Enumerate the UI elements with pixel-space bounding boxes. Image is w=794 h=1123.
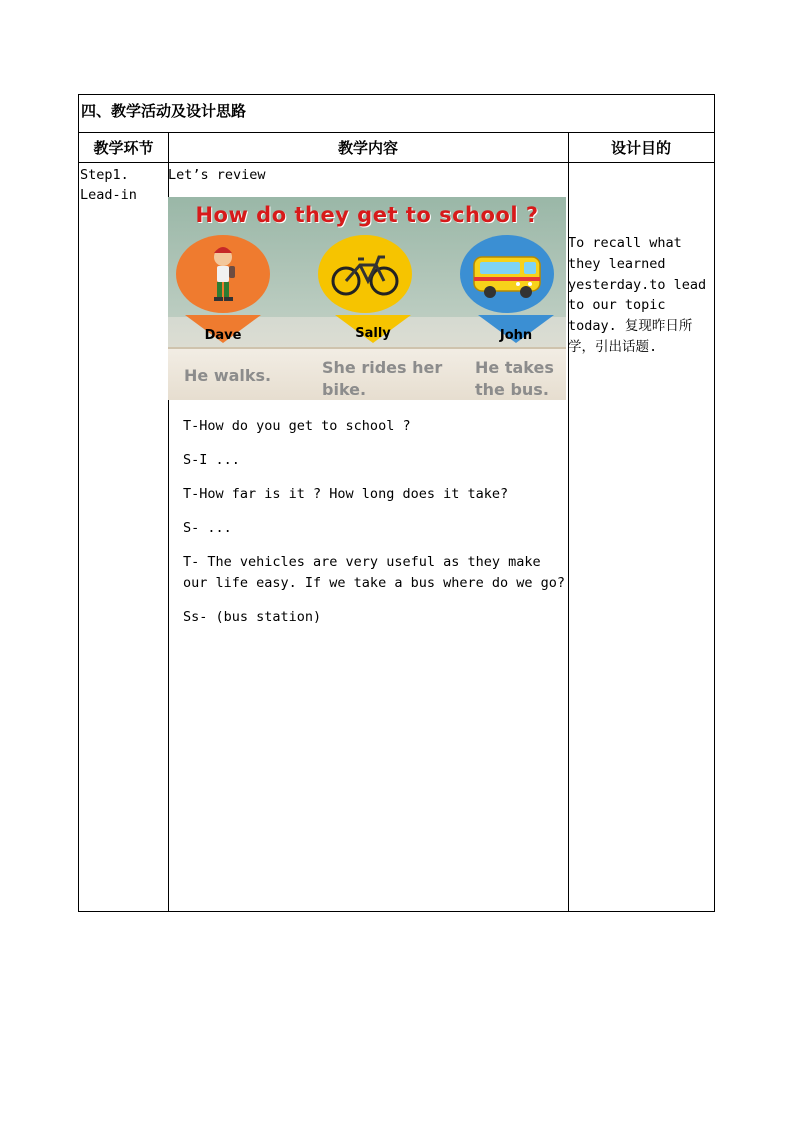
sally-caption: She rides her bike. <box>322 358 443 399</box>
dave-circle <box>176 235 270 313</box>
banner-title: How do they get to school ? <box>195 203 539 227</box>
design-purpose-text: To recall what they learned yesterday.to lead to our topic today. 复现昨日所 学，引出话题. <box>568 235 707 355</box>
dialogue-line: S-I ... <box>183 452 240 468</box>
dialogue-line: T-How far is it ? How long does it take? <box>183 486 509 502</box>
content-intro: Let’s review <box>168 167 266 183</box>
step-name: Lead-in <box>80 187 137 203</box>
sally-circle <box>318 235 412 313</box>
dave-name: Dave <box>204 328 242 343</box>
bus-icon <box>460 235 554 313</box>
bicycle-icon <box>318 235 412 313</box>
john-circle <box>460 235 554 313</box>
john-name: John <box>499 328 533 343</box>
header-teaching-content: 教学内容 <box>168 133 568 163</box>
section-title: 四、教学活动及设计思路 <box>81 102 247 120</box>
dialogue-line: Ss- (bus station) <box>183 609 322 625</box>
dialogue-line: T-How do you get to school ? <box>183 418 411 434</box>
step-number: Step1. <box>80 167 129 183</box>
review-image <box>168 197 566 400</box>
walking-boy-icon <box>176 235 270 313</box>
dialogue <box>183 416 565 641</box>
dialogue-line: our life easy. If we take a bus where do we go? <box>183 575 566 591</box>
dave-caption: He walks. <box>184 366 272 385</box>
header-design-purpose: 设计目的 <box>568 133 714 163</box>
dialogue-line: S- ... <box>183 520 232 536</box>
header-teaching-stage: 教学环节 <box>79 133 168 163</box>
john-caption: He takes the bus. <box>475 358 554 399</box>
section-title-row <box>79 95 714 133</box>
dialogue-line: T- The vehicles are very useful as they make <box>183 554 541 570</box>
step-label <box>80 165 137 205</box>
sally-name: Sally <box>355 326 391 341</box>
